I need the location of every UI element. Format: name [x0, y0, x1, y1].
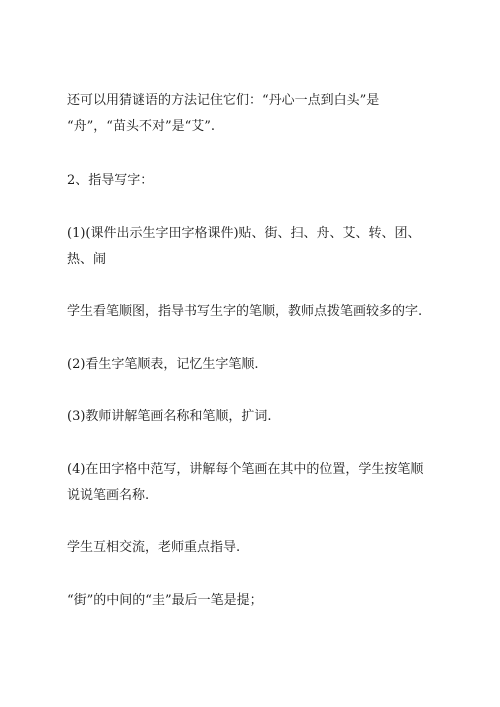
- text-line: (2)看生字笔顺表，记忆生字笔顺.: [67, 357, 259, 372]
- text-line: “舟”，“苗头不对”是“艾”.: [67, 119, 216, 134]
- text-line: 2、指导写字：: [67, 173, 154, 188]
- paragraph-step-2: [67, 352, 437, 378]
- text-line: 还可以用猜谜语的方法记住它们：“丹心一点到白头”是: [67, 93, 380, 108]
- text-line: (4)在田字格中范写，讲解每个笔画在其中的位置，学生按笔顺: [67, 462, 424, 477]
- text-line: 学生互相交流，老师重点指导.: [67, 540, 241, 555]
- text-line: 学生看笔顺图，指导书写生字的笔顺，教师点拨笔画较多的字.: [67, 304, 423, 319]
- text-line: (3)教师讲解笔画名称和笔顺，扩词.: [67, 409, 272, 424]
- section-heading-writing-guidance: [67, 168, 437, 194]
- text-line: 说说笔画名称.: [67, 488, 150, 503]
- paragraph-step-3: [67, 404, 437, 430]
- paragraph-stroke-order-guidance: [67, 299, 437, 325]
- paragraph-peer-exchange: [67, 535, 437, 561]
- text-line: (1)(课件出示生字田字格课件)贴、街、扫、舟、艾、转、团、: [67, 226, 421, 241]
- paragraph-riddle-method: [67, 88, 437, 140]
- text-line: “街”的中间的“圭”最后一笔是提；: [67, 593, 263, 608]
- paragraph-step-1: [67, 221, 437, 273]
- paragraph-step-4: [67, 457, 437, 509]
- text-line: 热、闹: [67, 252, 107, 267]
- paragraph-jie-stroke-note: [67, 588, 437, 614]
